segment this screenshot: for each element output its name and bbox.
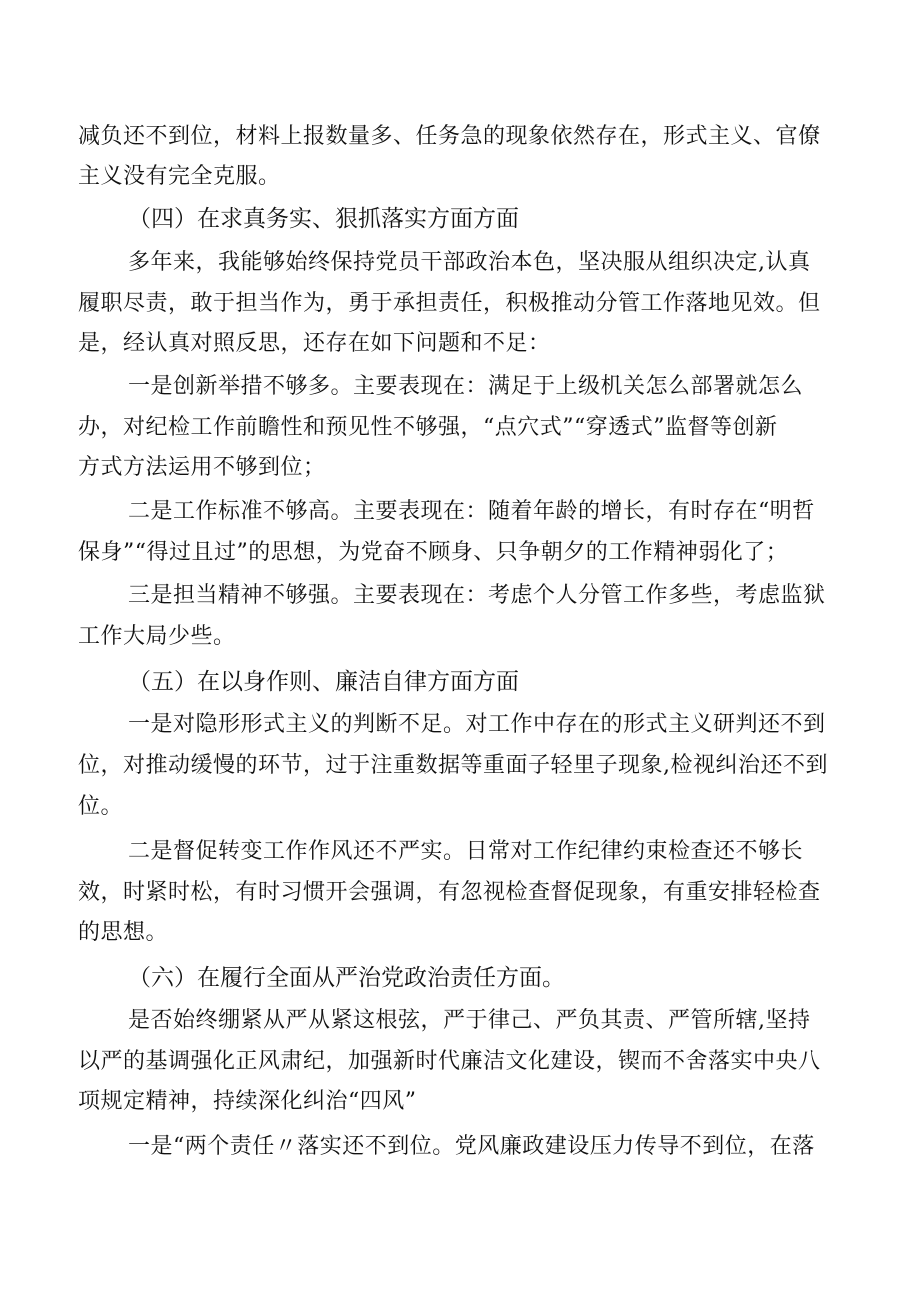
text-line: 主义没有完全克服。 (78, 164, 281, 189)
text-line: 办，对纪检工作前瞻性和预见性不够强，“点穴式”“穿透式”监督等创新 (78, 415, 778, 440)
text-line: 位，对推动缓慢的环节，过于注重数据等重面子轻里子现象,检视纠治还不到 (78, 753, 828, 778)
text-line: 一是“两个责任〃落实还不到位。党风廉政建设压力传导不到位，在落 (128, 1134, 815, 1159)
text-line: 三是担当精神不够强。主要表现在：考虑个人分管工作多些，考虑监狱 (128, 583, 826, 608)
section-heading-text: （四）在求真务实、狠抓落实方面方面 (128, 206, 519, 232)
text-line: 是否始终绷紧从严从紧这根弦，严于律己、严负其责、严管所辖,坚持 (128, 1008, 811, 1033)
text-line: 的思想。 (78, 920, 169, 945)
text-line: 效，时紧时松，有时习惯开会强调，有忽视检查督促现象，有重安排轻检查 (78, 880, 821, 905)
text-line: 位。 (78, 794, 124, 819)
text-line: 一是创新举措不够多。主要表现在：满足于上级机关怎么部署就怎么 (128, 374, 804, 399)
section-heading-text: （六）在履行全面从严治党政治责任方面。 (128, 965, 565, 991)
section-heading-text: （五）在以身作则、廉洁自律方面方面 (128, 669, 519, 695)
text-line: 减负还不到位，材料上报数量多、任务急的现象依然存在，形式主义、官僚 (78, 124, 821, 149)
text-line: 项规定精神，持续深化纠治“四风” (78, 1089, 417, 1114)
text-line: 一是对隐形形式主义的判断不足。对工作中存在的形式主义研判还不到 (128, 712, 826, 737)
text-line: 保身”“得过且过”的思想，为党奋不顾身、只争朝夕的工作精神弱化了； (78, 540, 789, 565)
text-line: 二是督促转变工作作风还不严实。日常对工作纪律约束检查还不够长 (128, 839, 804, 864)
text-line: 多年来，我能够始终保持党员干部政治本色，坚决服从组织决定,认真 (128, 250, 811, 275)
text-line: 履职尽责，敢于担当作为，勇于承担责任，积极推动分管工作落地见效。但 (78, 291, 821, 316)
text-line: 工作大局少些。 (78, 624, 236, 649)
text-line: 以严的基调强化正风肃纪，加强新时代廉洁文化建设，锲而不舍落实中央八 (78, 1049, 821, 1074)
text-line: 方式方法运用不够到位； (78, 455, 326, 480)
text-line: 二是工作标准不够高。主要表现在：随着年龄的增长，有时存在“明哲 (128, 499, 815, 524)
text-line: 是，经认真对照反思，还存在如下问题和不足： (78, 331, 551, 356)
